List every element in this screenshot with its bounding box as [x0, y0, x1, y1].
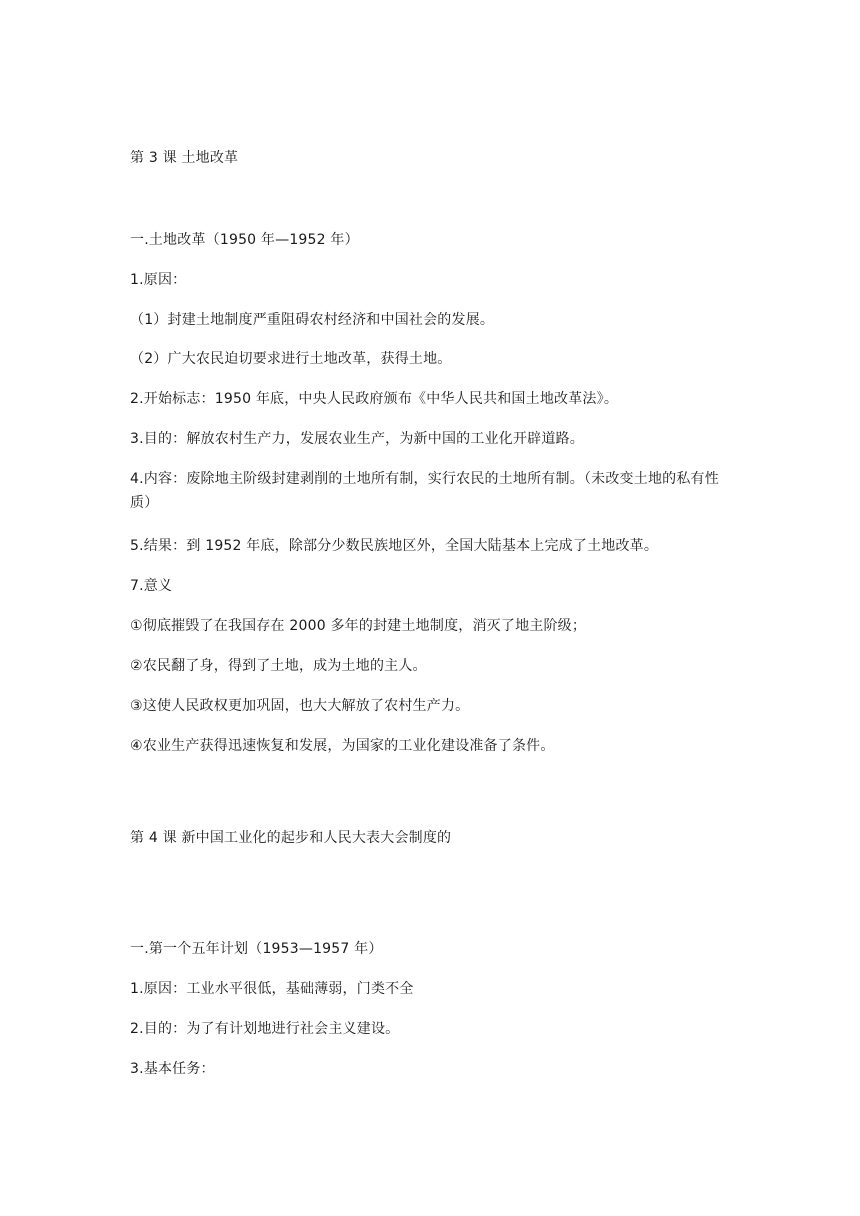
- significance-item-1: ①彻底摧毁了在我国存在 2000 多年的封建土地制度，消灭了地主阶级；: [130, 618, 587, 634]
- result: 5.结果：到 1952 年底，除部分少数民族地区外，全国大陆基本上完成了土地改革。: [130, 538, 659, 554]
- land-reform-heading: 一.土地改革（1950 年—1952 年）: [130, 232, 359, 248]
- plan-cause: 1.原因：工业水平很低，基础薄弱，门类不全: [130, 981, 414, 997]
- significance-item-3: ③这使人民政权更加巩固，也大大解放了农村生产力。: [130, 698, 470, 714]
- significance-heading: 7.意义: [130, 578, 173, 594]
- start-sign: 2.开始标志：1950 年底，中央人民政府颁布《中华人民共和国土地改革法》。: [130, 391, 619, 407]
- content: 4.内容：废除地主阶级封建剥削的土地所有制，实行农民的土地所有制。（未改变土地的私有性质）: [130, 471, 719, 511]
- plan-purpose: 2.目的：为了有计划地进行社会主义建设。: [130, 1021, 400, 1037]
- lesson-4-title: 第 4 课 新中国工业化的起步和人民大表大会制度的: [130, 830, 452, 846]
- significance-item-2: ②农民翻了身，得到了土地，成为土地的主人。: [130, 658, 427, 674]
- plan-tasks-heading: 3.基本任务：: [130, 1061, 215, 1077]
- lesson-3-title: 第 3 课 土地改革: [130, 150, 239, 166]
- cause-item-2: （2）广大农民迫切要求进行土地改革，获得土地。: [130, 351, 452, 367]
- purpose: 3.目的：解放农村生产力，发展农业生产，为新中国的工业化开辟道路。: [130, 431, 584, 447]
- cause-heading: 1.原因：: [130, 272, 187, 288]
- significance-item-4: ④农业生产获得迅速恢复和发展，为国家的工业化建设准备了条件。: [130, 738, 555, 754]
- five-year-plan-heading: 一.第一个五年计划（1953—1957 年）: [130, 941, 383, 957]
- cause-item-1: （1）封建土地制度严重阻碍农村经济和中国社会的发展。: [130, 312, 495, 328]
